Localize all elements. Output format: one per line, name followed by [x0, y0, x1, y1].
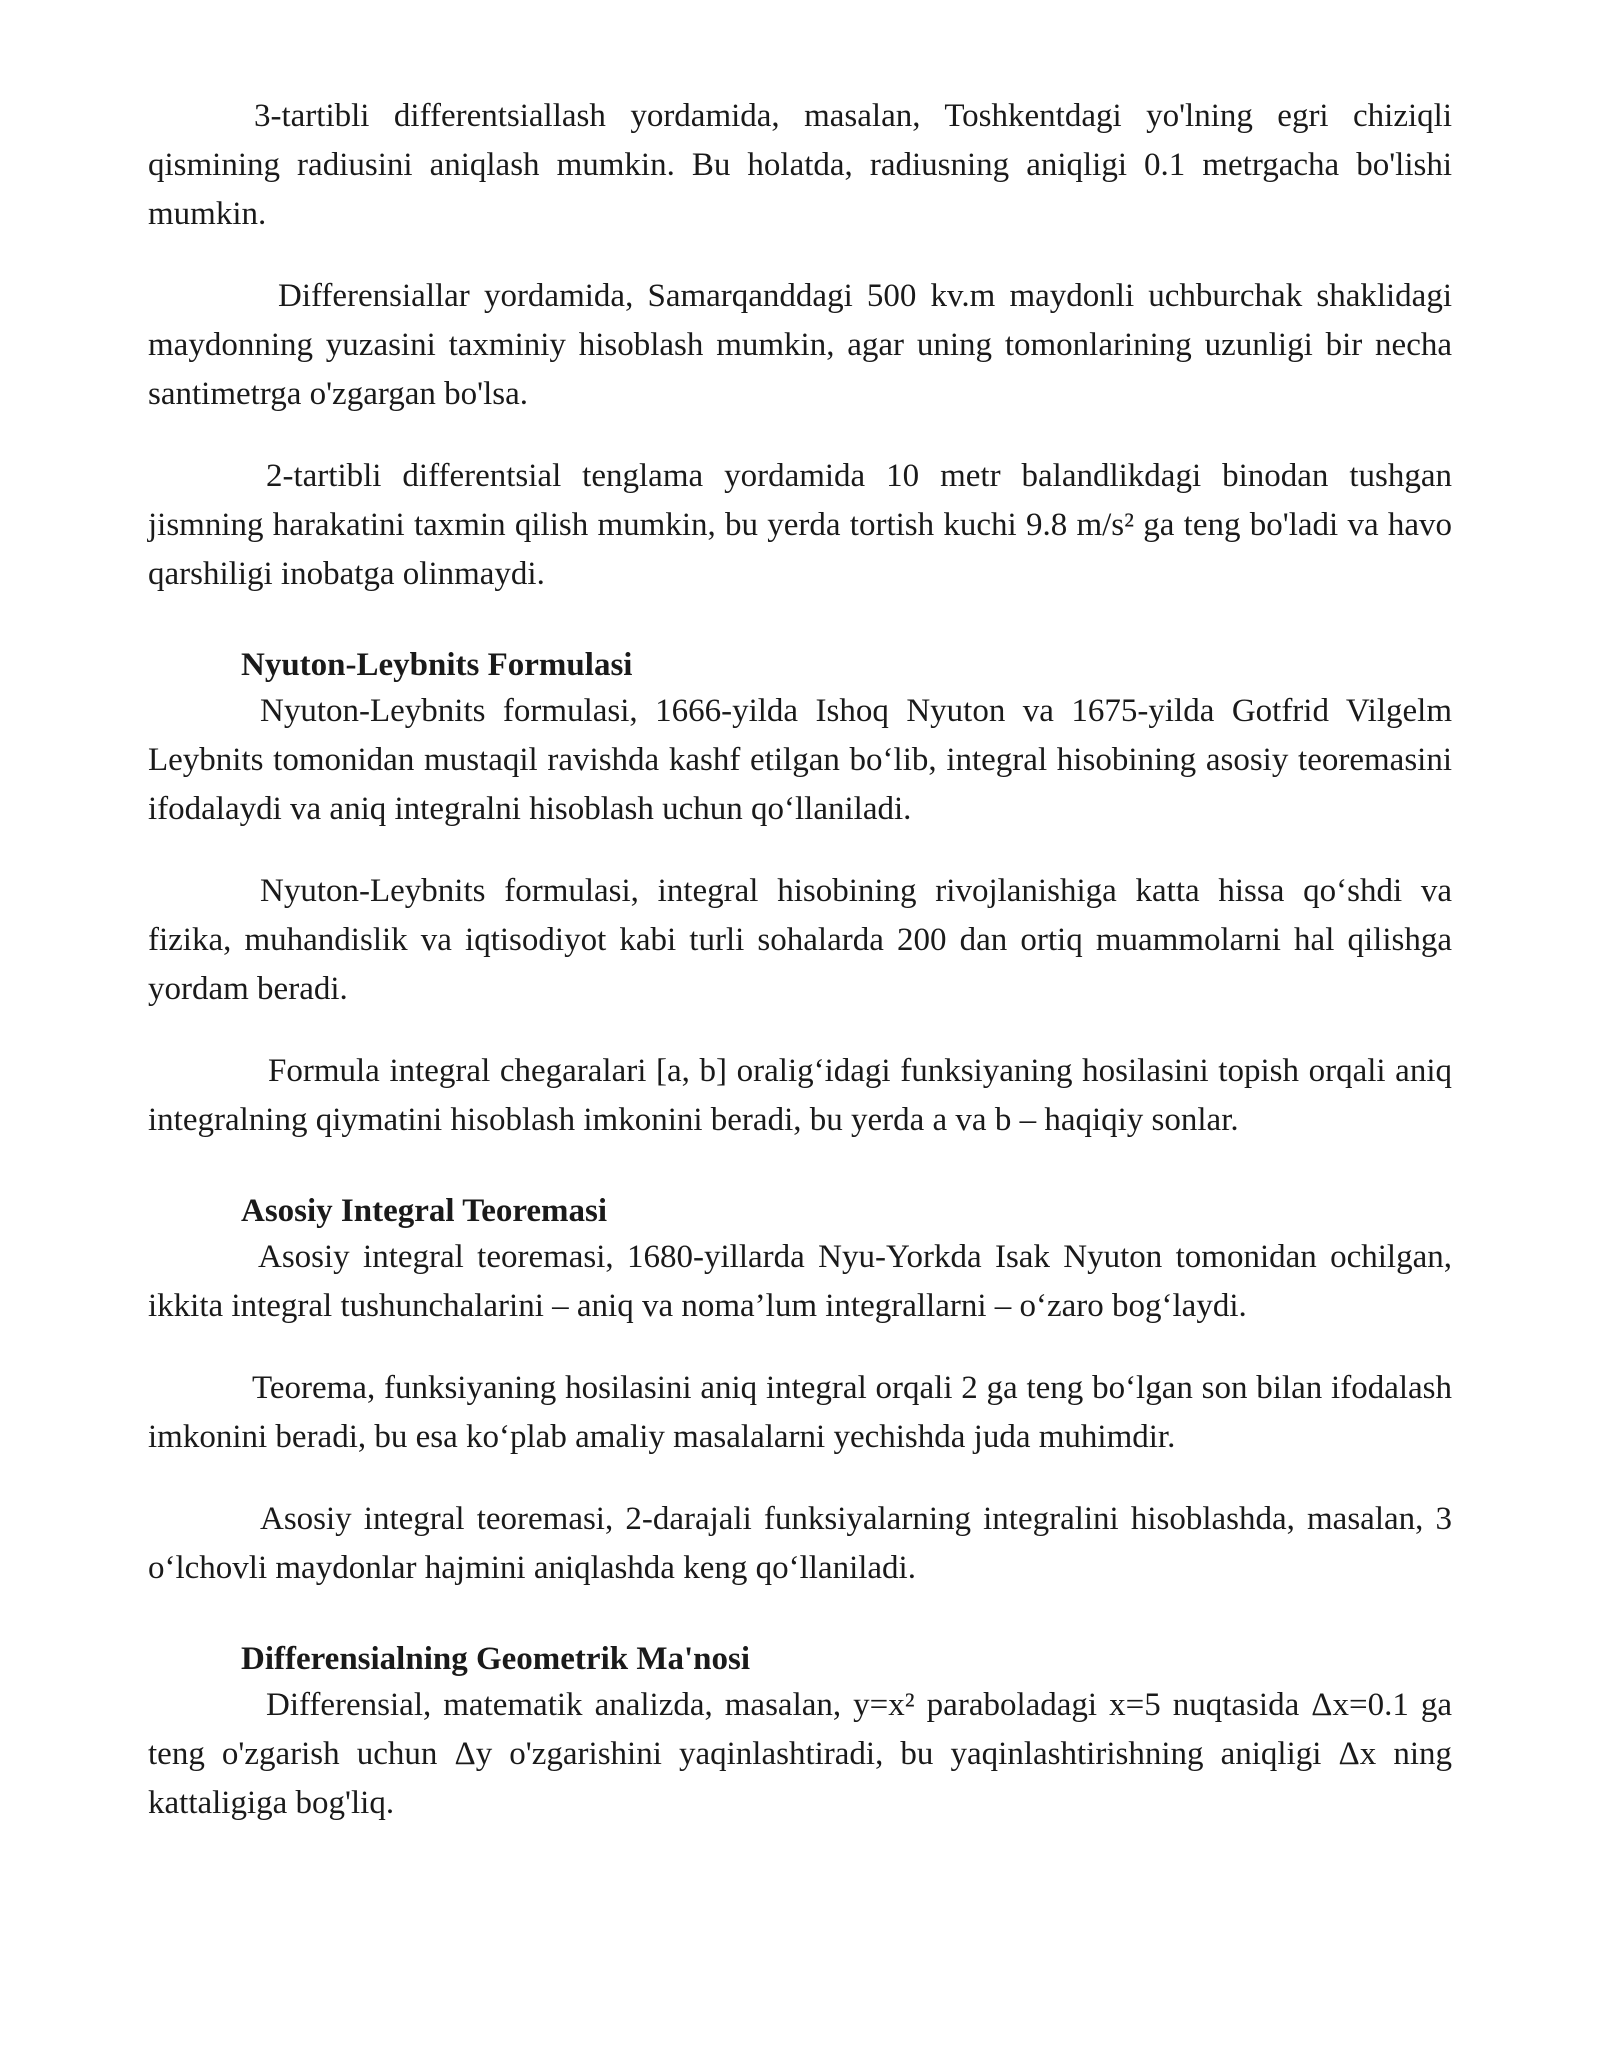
paragraph-second-order-equation: 2-tartibli differentsial tenglama yordamida 10 metr balandlikdagi binodan tushgan jismning harakatini taxmin qilish mumkin, bu yerda tortish kuchi 9.8 m/s² ga teng bo'ladi va havo qarshiligi inobatga olinmaydi. — [148, 458, 1452, 592]
paragraph-third-order-differentiation: 3-tartibli differentsiallash yordamida, masalan, Toshkentdagi yo'lning egri chiziqli qismining radiusini aniqlash mumkin. Bu holatda, radiusning aniqligi 0.1 metrgacha bo'lishi mumkin. — [148, 98, 1452, 232]
paragraph-newton-leibniz-history: Nyuton-Leybnits formulasi, 1666-yilda Ishoq Nyuton va 1675-yilda Gotfrid Vilgelm Leybnits tomonidan mustaqil ravishda kashf etilgan bo‘lib, integral hisobining asosiy teoremasini ifodalaydi va aniq integralni hisoblash uchun qo‘llaniladi. — [148, 693, 1452, 827]
heading-geometric-meaning: Differensialning Geometrik Ma'nosi — [241, 1641, 751, 1677]
paragraph-theorem-applications: Asosiy integral teoremasi, 2-darajali funksiyalarning integralini hisoblashda, masalan, 3 o‘lchovli maydonlar hajmini aniqlashda keng qo‘llaniladi. — [148, 1501, 1452, 1586]
paragraph-differential-approximation: Differensial, matematik analizda, masalan, y=x² paraboladagi x=5 nuqtasida Δx=0.1 ga teng o'zgarish uchun Δy o'zgarishini yaqinlashtiradi, bu yaqinlashtirishning aniqligi Δx ning kattaligiga bog'liq. — [148, 1687, 1452, 1821]
paragraph-newton-leibniz-applications: Nyuton-Leybnits formulasi, integral hisobining rivojlanishiga katta hissa qo‘shdi va fizika, muhandislik va iqtisodiyot kabi turli sohalarda 200 dan ortiq muammolarni hal qilishga yordam beradi. — [148, 873, 1452, 1007]
paragraph-formula-limits: Formula integral chegaralari [a, b] oralig‘idagi funksiyaning hosilasini topish orqali aniq integralning qiymatini hisoblash imkonini beradi, bu yerda a va b – haqiqiy sonlar. — [148, 1053, 1452, 1138]
paragraph-differentials-area: Differensiallar yordamida, Samarqanddagi 500 kv.m maydonli uchburchak shaklidagi maydonning yuzasini taxminiy hisoblash mumkin, agar uning tomonlarining uzunligi bir necha santimetrga o'zgargan bo'lsa. — [148, 278, 1452, 412]
heading-newton-leibniz: Nyuton-Leybnits Formulasi — [241, 647, 633, 683]
heading-fundamental-theorem: Asosiy Integral Teoremasi — [241, 1193, 608, 1229]
paragraph-fundamental-theorem-history: Asosiy integral teoremasi, 1680-yillarda Nyu-Yorkda Isak Nyuton tomonidan ochilgan, ikkita integral tushunchalarini – aniq va noma’lum integrallarni – o‘zaro bog‘laydi. — [148, 1239, 1452, 1324]
paragraph-theorem-derivative: Teorema, funksiyaning hosilasini aniq integral orqali 2 ga teng bo‘lgan son bilan ifodalash imkonini beradi, bu esa ko‘plab amaliy masalalarni yechishda juda muhimdir. — [148, 1370, 1452, 1455]
document-page — [148, 92, 1452, 1861]
